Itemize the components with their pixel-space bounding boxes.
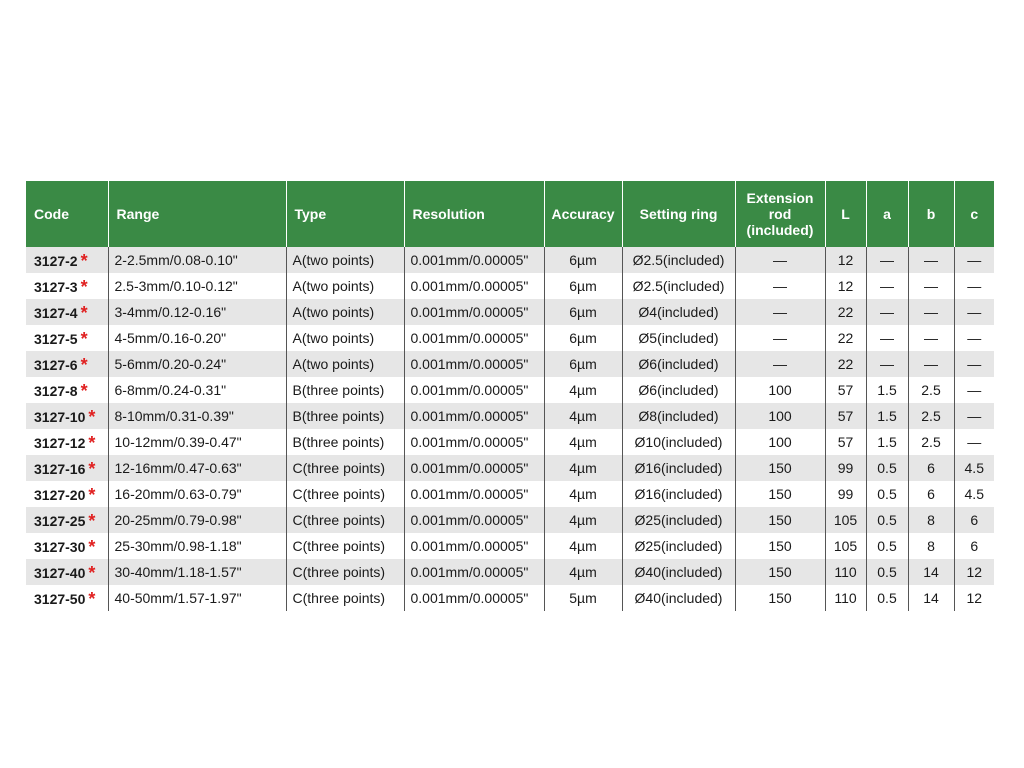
cell-resolution: 0.001mm/0.00005": [404, 273, 544, 299]
cell-a: —: [866, 273, 908, 299]
header-resolution: Resolution: [404, 181, 544, 247]
table-row: [26, 273, 994, 299]
cell-b: 2.5: [908, 403, 954, 429]
cell-a: —: [866, 351, 908, 377]
star-marker: *: [88, 510, 96, 531]
table-row: [26, 351, 994, 377]
cell-range: 2-2.5mm/0.08-0.10": [108, 247, 286, 273]
cell-resolution: 0.001mm/0.00005": [404, 325, 544, 351]
cell-ring: Ø16(included): [622, 481, 735, 507]
code-text: 3127-2: [34, 252, 78, 269]
cell-L: 105: [825, 507, 866, 533]
table-row: [26, 533, 994, 559]
cell-ring: Ø5(included): [622, 325, 735, 351]
cell-range: 10-12mm/0.39-0.47": [108, 429, 286, 455]
header-extension-rod: [735, 181, 825, 247]
cell-code: [26, 507, 108, 533]
cell-c: —: [954, 247, 994, 273]
cell-type: A(two points): [286, 351, 404, 377]
cell-type: C(three points): [286, 481, 404, 507]
cell-a: 0.5: [866, 481, 908, 507]
cell-accuracy: 4µm: [544, 429, 622, 455]
cell-ext: 150: [735, 507, 825, 533]
header-a: a: [866, 181, 908, 247]
cell-ext: 150: [735, 533, 825, 559]
cell-b: —: [908, 351, 954, 377]
cell-ext: 100: [735, 403, 825, 429]
code-text: 3127-30: [34, 538, 86, 555]
header-range: Range: [108, 181, 286, 247]
cell-range: 6-8mm/0.24-0.31": [108, 377, 286, 403]
cell-c: 6: [954, 533, 994, 559]
cell-type: C(three points): [286, 585, 404, 611]
cell-code: [26, 585, 108, 611]
table-row: [26, 585, 994, 611]
cell-resolution: 0.001mm/0.00005": [404, 299, 544, 325]
cell-resolution: 0.001mm/0.00005": [404, 585, 544, 611]
cell-type: A(two points): [286, 247, 404, 273]
cell-c: —: [954, 273, 994, 299]
code-text: 3127-5: [34, 330, 78, 347]
cell-ring: Ø4(included): [622, 299, 735, 325]
cell-accuracy: 6µm: [544, 351, 622, 377]
cell-code: [26, 403, 108, 429]
cell-type: C(three points): [286, 507, 404, 533]
star-marker: *: [88, 536, 96, 557]
star-marker: *: [88, 432, 96, 453]
table-row: [26, 507, 994, 533]
star-marker: *: [80, 354, 88, 375]
cell-L: 105: [825, 533, 866, 559]
code-text: 3127-50: [34, 590, 86, 607]
table-row: [26, 299, 994, 325]
cell-range: 8-10mm/0.31-0.39": [108, 403, 286, 429]
code-text: 3127-10: [34, 408, 86, 425]
cell-accuracy: 5µm: [544, 585, 622, 611]
header-setting-ring: Setting ring: [622, 181, 735, 247]
cell-range: 40-50mm/1.57-1.97": [108, 585, 286, 611]
cell-resolution: 0.001mm/0.00005": [404, 377, 544, 403]
cell-range: 5-6mm/0.20-0.24": [108, 351, 286, 377]
cell-resolution: 0.001mm/0.00005": [404, 429, 544, 455]
star-marker: *: [88, 406, 96, 427]
star-marker: *: [88, 484, 96, 505]
cell-b: 2.5: [908, 429, 954, 455]
code-text: 3127-40: [34, 564, 86, 581]
cell-a: —: [866, 325, 908, 351]
table-row: [26, 481, 994, 507]
cell-ext: —: [735, 273, 825, 299]
cell-a: 0.5: [866, 585, 908, 611]
table-row: [26, 377, 994, 403]
cell-code: [26, 273, 108, 299]
header-L: L: [825, 181, 866, 247]
cell-accuracy: 6µm: [544, 273, 622, 299]
cell-code: [26, 377, 108, 403]
code-text: 3127-20: [34, 486, 86, 503]
table-body: [26, 247, 994, 611]
code-text: 3127-3: [34, 278, 78, 295]
cell-accuracy: 4µm: [544, 507, 622, 533]
cell-type: C(three points): [286, 533, 404, 559]
table-row: [26, 247, 994, 273]
cell-range: 12-16mm/0.47-0.63": [108, 455, 286, 481]
cell-a: —: [866, 299, 908, 325]
table-row: [26, 455, 994, 481]
cell-c: 4.5: [954, 481, 994, 507]
header-type: Type: [286, 181, 404, 247]
cell-a: 1.5: [866, 403, 908, 429]
code-text: 3127-12: [34, 434, 86, 451]
cell-code: [26, 351, 108, 377]
header-ext-line3: (included): [746, 222, 814, 238]
cell-accuracy: 4µm: [544, 403, 622, 429]
cell-L: 57: [825, 403, 866, 429]
cell-code: [26, 455, 108, 481]
cell-c: 12: [954, 585, 994, 611]
table-row: [26, 325, 994, 351]
cell-accuracy: 4µm: [544, 481, 622, 507]
cell-a: —: [866, 247, 908, 273]
cell-resolution: 0.001mm/0.00005": [404, 481, 544, 507]
cell-a: 0.5: [866, 455, 908, 481]
cell-range: 16-20mm/0.63-0.79": [108, 481, 286, 507]
cell-ring: Ø25(included): [622, 507, 735, 533]
cell-L: 22: [825, 325, 866, 351]
cell-accuracy: 4µm: [544, 559, 622, 585]
cell-b: 6: [908, 455, 954, 481]
cell-accuracy: 6µm: [544, 247, 622, 273]
code-text: 3127-6: [34, 356, 78, 373]
cell-ring: Ø25(included): [622, 533, 735, 559]
cell-b: —: [908, 273, 954, 299]
cell-a: 0.5: [866, 559, 908, 585]
cell-type: A(two points): [286, 325, 404, 351]
header-b: b: [908, 181, 954, 247]
cell-a: 0.5: [866, 533, 908, 559]
spec-table-container: [26, 181, 994, 611]
header-row: [26, 181, 994, 247]
cell-ring: Ø2.5(included): [622, 273, 735, 299]
cell-L: 12: [825, 247, 866, 273]
cell-code: [26, 299, 108, 325]
cell-L: 110: [825, 585, 866, 611]
cell-L: 99: [825, 481, 866, 507]
cell-c: —: [954, 325, 994, 351]
cell-L: 22: [825, 299, 866, 325]
cell-type: A(two points): [286, 299, 404, 325]
table-row: [26, 429, 994, 455]
cell-ext: —: [735, 325, 825, 351]
cell-a: 0.5: [866, 507, 908, 533]
cell-b: 2.5: [908, 377, 954, 403]
table-row: [26, 403, 994, 429]
star-marker: *: [80, 328, 88, 349]
cell-ring: Ø2.5(included): [622, 247, 735, 273]
cell-c: —: [954, 351, 994, 377]
cell-L: 57: [825, 377, 866, 403]
cell-type: B(three points): [286, 403, 404, 429]
cell-type: B(three points): [286, 429, 404, 455]
cell-type: C(three points): [286, 455, 404, 481]
cell-b: 6: [908, 481, 954, 507]
cell-type: A(two points): [286, 273, 404, 299]
cell-code: [26, 247, 108, 273]
cell-c: —: [954, 377, 994, 403]
cell-ext: —: [735, 299, 825, 325]
code-text: 3127-8: [34, 382, 78, 399]
cell-range: 4-5mm/0.16-0.20": [108, 325, 286, 351]
cell-range: 30-40mm/1.18-1.57": [108, 559, 286, 585]
cell-c: —: [954, 429, 994, 455]
header-code: Code: [26, 181, 108, 247]
cell-ext: —: [735, 247, 825, 273]
code-text: 3127-25: [34, 512, 86, 529]
cell-accuracy: 4µm: [544, 533, 622, 559]
cell-ext: 150: [735, 585, 825, 611]
header-accuracy: Accuracy: [544, 181, 622, 247]
cell-c: —: [954, 299, 994, 325]
cell-range: 3-4mm/0.12-0.16": [108, 299, 286, 325]
cell-resolution: 0.001mm/0.00005": [404, 247, 544, 273]
code-text: 3127-16: [34, 460, 86, 477]
star-marker: *: [88, 458, 96, 479]
cell-a: 1.5: [866, 377, 908, 403]
header-ext-line1: Extension: [746, 190, 814, 206]
cell-L: 57: [825, 429, 866, 455]
cell-resolution: 0.001mm/0.00005": [404, 507, 544, 533]
cell-b: 8: [908, 533, 954, 559]
cell-c: —: [954, 403, 994, 429]
cell-L: 110: [825, 559, 866, 585]
cell-resolution: 0.001mm/0.00005": [404, 533, 544, 559]
cell-ext: 100: [735, 429, 825, 455]
cell-resolution: 0.001mm/0.00005": [404, 559, 544, 585]
cell-b: 8: [908, 507, 954, 533]
cell-b: —: [908, 247, 954, 273]
cell-type: C(three points): [286, 559, 404, 585]
cell-ring: Ø8(included): [622, 403, 735, 429]
cell-ext: 100: [735, 377, 825, 403]
cell-a: 1.5: [866, 429, 908, 455]
cell-b: —: [908, 325, 954, 351]
cell-ext: 150: [735, 481, 825, 507]
cell-code: [26, 325, 108, 351]
spec-table: [26, 181, 994, 611]
star-marker: *: [88, 588, 96, 609]
star-marker: *: [80, 276, 88, 297]
cell-b: 14: [908, 585, 954, 611]
cell-ring: Ø10(included): [622, 429, 735, 455]
star-marker: *: [80, 380, 88, 401]
header-ext-line2: rod: [768, 206, 792, 222]
code-text: 3127-4: [34, 304, 78, 321]
cell-accuracy: 6µm: [544, 299, 622, 325]
cell-ring: Ø6(included): [622, 351, 735, 377]
cell-range: 20-25mm/0.79-0.98": [108, 507, 286, 533]
cell-code: [26, 429, 108, 455]
cell-range: 25-30mm/0.98-1.18": [108, 533, 286, 559]
cell-code: [26, 533, 108, 559]
cell-resolution: 0.001mm/0.00005": [404, 403, 544, 429]
cell-b: —: [908, 299, 954, 325]
star-marker: *: [80, 250, 88, 271]
cell-L: 22: [825, 351, 866, 377]
cell-ext: 150: [735, 455, 825, 481]
cell-accuracy: 4µm: [544, 455, 622, 481]
cell-accuracy: 6µm: [544, 325, 622, 351]
cell-c: 12: [954, 559, 994, 585]
cell-c: 6: [954, 507, 994, 533]
cell-code: [26, 559, 108, 585]
cell-type: B(three points): [286, 377, 404, 403]
cell-resolution: 0.001mm/0.00005": [404, 455, 544, 481]
cell-ring: Ø40(included): [622, 585, 735, 611]
cell-L: 99: [825, 455, 866, 481]
cell-ext: 150: [735, 559, 825, 585]
star-marker: *: [88, 562, 96, 583]
table-row: [26, 559, 994, 585]
cell-resolution: 0.001mm/0.00005": [404, 351, 544, 377]
cell-code: [26, 481, 108, 507]
cell-ring: Ø40(included): [622, 559, 735, 585]
cell-accuracy: 4µm: [544, 377, 622, 403]
cell-ring: Ø6(included): [622, 377, 735, 403]
cell-b: 14: [908, 559, 954, 585]
cell-c: 4.5: [954, 455, 994, 481]
star-marker: *: [80, 302, 88, 323]
cell-ring: Ø16(included): [622, 455, 735, 481]
cell-L: 12: [825, 273, 866, 299]
cell-ext: —: [735, 351, 825, 377]
header-c: c: [954, 181, 994, 247]
cell-range: 2.5-3mm/0.10-0.12": [108, 273, 286, 299]
